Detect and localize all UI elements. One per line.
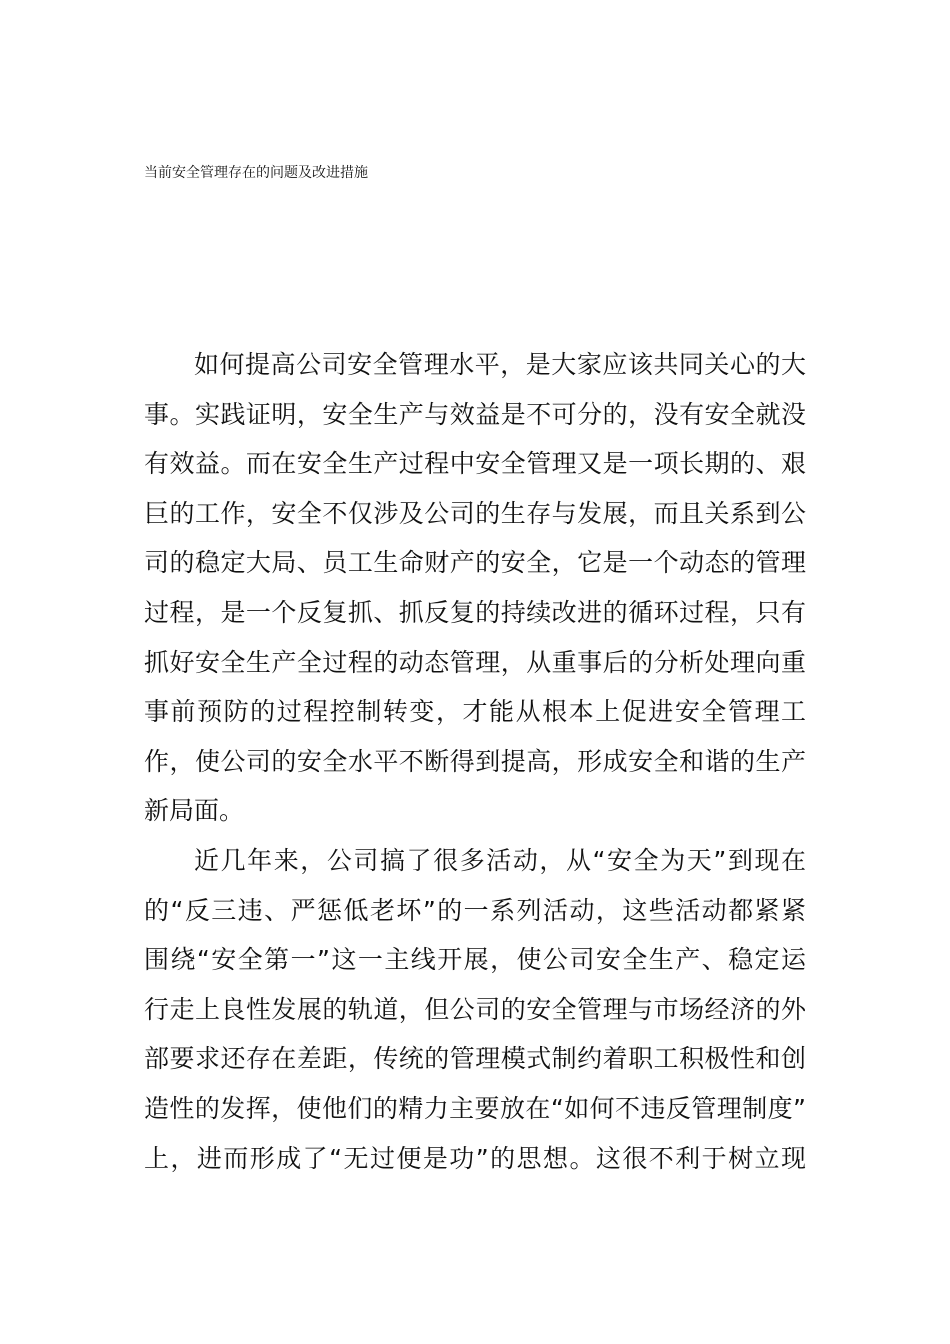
text-line: 的“反三违、严惩低老坏”的一系列活动，这些活动都紧紧 bbox=[144, 895, 806, 925]
paragraph-2 bbox=[144, 836, 806, 1183]
text-line: 上，进而形成了“无过便是功”的思想。这很不利于树立现 bbox=[144, 1143, 806, 1173]
text-line: 抓好安全生产全过程的动态管理，从重事后的分析处理向重 bbox=[144, 647, 806, 677]
text-line: 新局面。 bbox=[144, 796, 245, 826]
text-line: 行走上良性发展的轨道，但公司的安全管理与市场经济的外 bbox=[144, 994, 806, 1024]
text-line: 近几年来，公司搞了很多活动，从“安全为天”到现在 bbox=[194, 845, 806, 875]
text-line: 过程，是一个反复抓、抓反复的持续改进的循环过程，只有 bbox=[144, 597, 806, 627]
text-line: 作，使公司的安全水平不断得到提高，形成安全和谐的生产 bbox=[144, 746, 806, 776]
paragraph-1 bbox=[144, 340, 806, 836]
text-line: 事前预防的过程控制转变，才能从根本上促进安全管理工 bbox=[144, 697, 806, 727]
text-line: 部要求还存在差距，传统的管理模式制约着职工积极性和创 bbox=[144, 1044, 806, 1074]
text-line: 如何提高公司安全管理水平，是大家应该共同关心的大 bbox=[194, 350, 806, 379]
text-line: 围绕“安全第一”这一主线开展，使公司安全生产、稳定运 bbox=[144, 945, 806, 975]
text-line: 有效益。而在安全生产过程中安全管理又是一项长期的、艰 bbox=[144, 449, 806, 479]
text-line: 巨的工作，安全不仅涉及公司的生存与发展，而且关系到公 bbox=[144, 498, 806, 528]
text-line: 司的稳定大局、员工生命财产的安全，它是一个动态的管理 bbox=[144, 548, 806, 578]
document-title: 当前安全管理存在的问题及改进措施 bbox=[144, 165, 368, 181]
text-line: 事。实践证明，安全生产与效益是不可分的，没有安全就没 bbox=[144, 399, 806, 429]
text-line: 造性的发挥，使他们的精力主要放在“如何不违反管理制度” bbox=[144, 1093, 806, 1123]
document-body bbox=[144, 340, 806, 1183]
